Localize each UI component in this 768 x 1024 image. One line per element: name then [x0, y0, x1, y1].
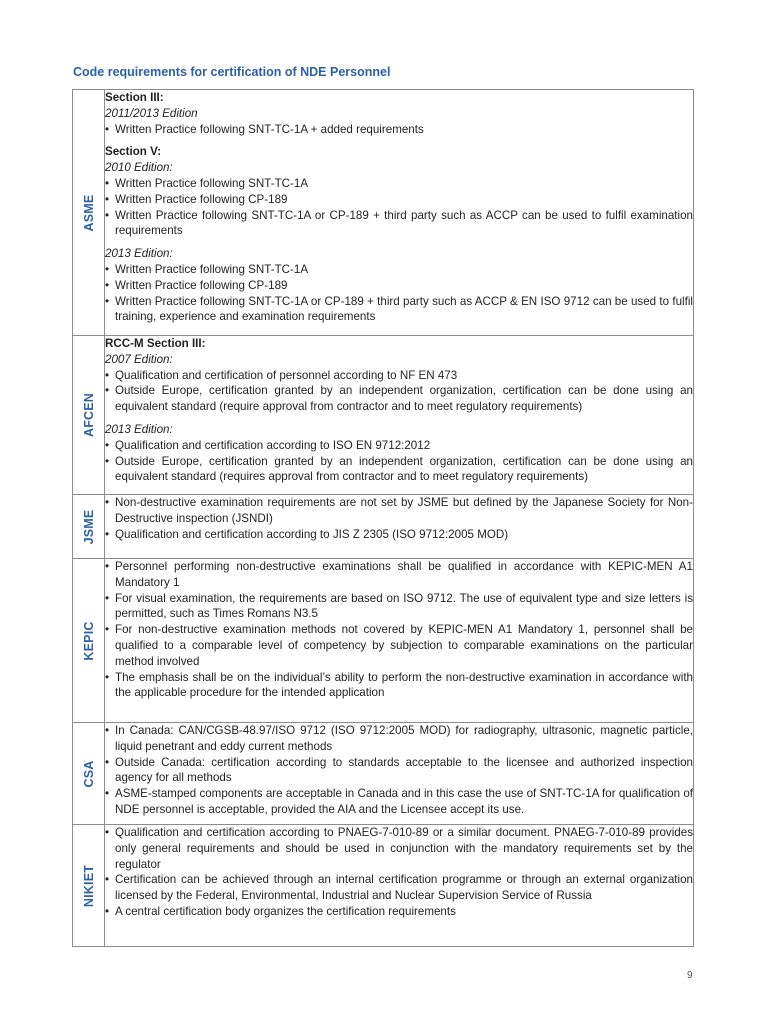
code-cell: [73, 825, 105, 947]
requirement-block: [105, 723, 693, 818]
section-title: RCC-M Section III:: [105, 337, 206, 350]
list-item: • Qualification and certification according to PNAEG-7-010-89 or a similar document. PNAEG-7-010-89 provides only general requirements and should be used in conjunction with the mandatory requirements set by the regulator: [105, 825, 693, 872]
list-item: • Written Practice following CP-189: [105, 192, 693, 208]
requirement-block: [105, 246, 693, 325]
bullet-list: [105, 122, 693, 138]
code-label: JSME: [81, 509, 96, 544]
section-title: Section V:: [105, 145, 162, 159]
requirements-cell: [105, 495, 694, 559]
list-item: • Personnel performing non-destructive examinations shall be qualified in accordance with KEPIC-MEN A1 Mandatory 1: [105, 559, 693, 591]
code-label: AFCEN: [81, 392, 96, 438]
code-label: KEPIC: [81, 620, 96, 661]
requirements-cell: [105, 723, 694, 825]
list-item: • Written Practice following SNT-TC-1A or CP-189 + third party such as ACCP & EN ISO 9712 can be used to fulfil training, experience and examination requirements: [105, 294, 693, 326]
list-item: • ASME-stamped components are acceptable in Canada and in this case the use of SNT-TC-1A for qualification of NDE personnel is acceptable, provided the AIA and the Licensee accept its use.: [105, 786, 693, 818]
list-item: • Outside Europe, certification granted by an independent organization, certification can be done using an equivalent standard (require approval from contractor and to meet regulatory requirements): [105, 383, 693, 415]
requirements-cell: [105, 90, 694, 336]
list-item: • A central certification body organizes the certification requirements: [105, 904, 693, 920]
list-item: • Qualification and certification of personnel according to NF EN 473: [105, 368, 693, 384]
list-item: • Non-destructive examination requirements are not set by JSME but defined by the Japanese Society for Non-Destructive inspection (JSNDI): [105, 495, 693, 527]
list-item: • Outside Canada: certification according to standards acceptable to the licensee and authorized inspection agency for all methods: [105, 755, 693, 787]
list-item: • For visual examination, the requirements are based on ISO 9712. The use of equivalent type and size letters is permitted, such as Times Romans N3.5: [105, 591, 693, 623]
list-item: • The emphasis shall be on the individual’s ability to perform the non-destructive examination in accordance with the applicable procedure for the intended application: [105, 670, 693, 702]
bullet-list: [105, 176, 693, 239]
list-item: • Written Practice following SNT-TC-1A or CP-189 + third party such as ACCP can be used to fulfil examination requirements: [105, 208, 693, 240]
bullet-list: [105, 438, 693, 485]
edition-label: 2013 Edition:: [105, 422, 173, 436]
code-cell: [73, 723, 105, 825]
table-row: [73, 90, 694, 336]
edition-label: 2007 Edition:: [105, 352, 173, 366]
bullet-list: [105, 559, 693, 701]
requirements-cell: [105, 336, 694, 495]
requirements-table: [72, 89, 694, 947]
code-cell: [73, 336, 105, 495]
code-label: ASME: [81, 194, 96, 231]
table-row: [73, 495, 694, 559]
list-item: • Written Practice following SNT-TC-1A: [105, 262, 693, 278]
bullet-list: [105, 262, 693, 325]
list-item: • Written Practice following SNT-TC-1A + added requirements: [105, 122, 693, 138]
table-row: [73, 336, 694, 495]
list-item: • Written Practice following CP-189: [105, 278, 693, 294]
requirement-block: [105, 495, 693, 542]
bullet-list: [105, 825, 693, 920]
requirements-cell: [105, 825, 694, 947]
code-cell: [73, 495, 105, 559]
list-item: • Qualification and certification according to JIS Z 2305 (ISO 9712:2005 MOD): [105, 527, 693, 543]
list-item: • In Canada: CAN/CGSB-48.97/ISO 9712 (ISO 9712:2005 MOD) for radiography, ultrasonic, magnetic particle, liquid penetrant and eddy current methods: [105, 723, 693, 755]
code-label: CSA: [81, 760, 96, 787]
code-cell: [73, 559, 105, 723]
requirements-cell: [105, 559, 694, 723]
section-title: Section III:: [105, 91, 164, 104]
bullet-list: [105, 368, 693, 415]
table-row: [73, 723, 694, 825]
table-row: [73, 825, 694, 947]
requirement-block: [105, 144, 693, 239]
list-item: • Outside Europe, certification granted by an independent organization, certification can be done using an equivalent standard (requires approval from contractor and to meet regulatory requirements): [105, 454, 693, 486]
edition-label: 2011/2013 Edition: [105, 106, 198, 120]
requirement-block: [105, 90, 693, 137]
requirement-block: [105, 336, 693, 415]
table-row: [73, 559, 694, 723]
list-item: • Certification can be achieved through an internal certification programme or through an external organization licensed by the Federal, Environmental, Industrial and Nuclear Supervision Service of Russia: [105, 872, 693, 904]
code-label: NIKIET: [81, 864, 96, 907]
requirement-block: [105, 422, 693, 485]
requirement-block: [105, 825, 693, 920]
code-cell: [73, 90, 105, 336]
list-item: • For non-destructive examination methods not covered by KEPIC-MEN A1 Mandatory 1, personnel shall be qualified to a comparable level of competency by subjection to comparable examinations on the particular method involved: [105, 622, 693, 669]
bullet-list: [105, 495, 693, 542]
requirement-block: [105, 559, 693, 701]
edition-label: 2010 Edition:: [105, 161, 173, 175]
page-number: 9: [687, 970, 693, 981]
list-item: • Qualification and certification according to ISO EN 9712:2012: [105, 438, 693, 454]
bullet-list: [105, 723, 693, 818]
page-heading: Code requirements for certification of NDE Personnel: [73, 65, 391, 79]
edition-label: 2013 Edition:: [105, 247, 173, 261]
list-item: • Written Practice following SNT-TC-1A: [105, 176, 693, 192]
